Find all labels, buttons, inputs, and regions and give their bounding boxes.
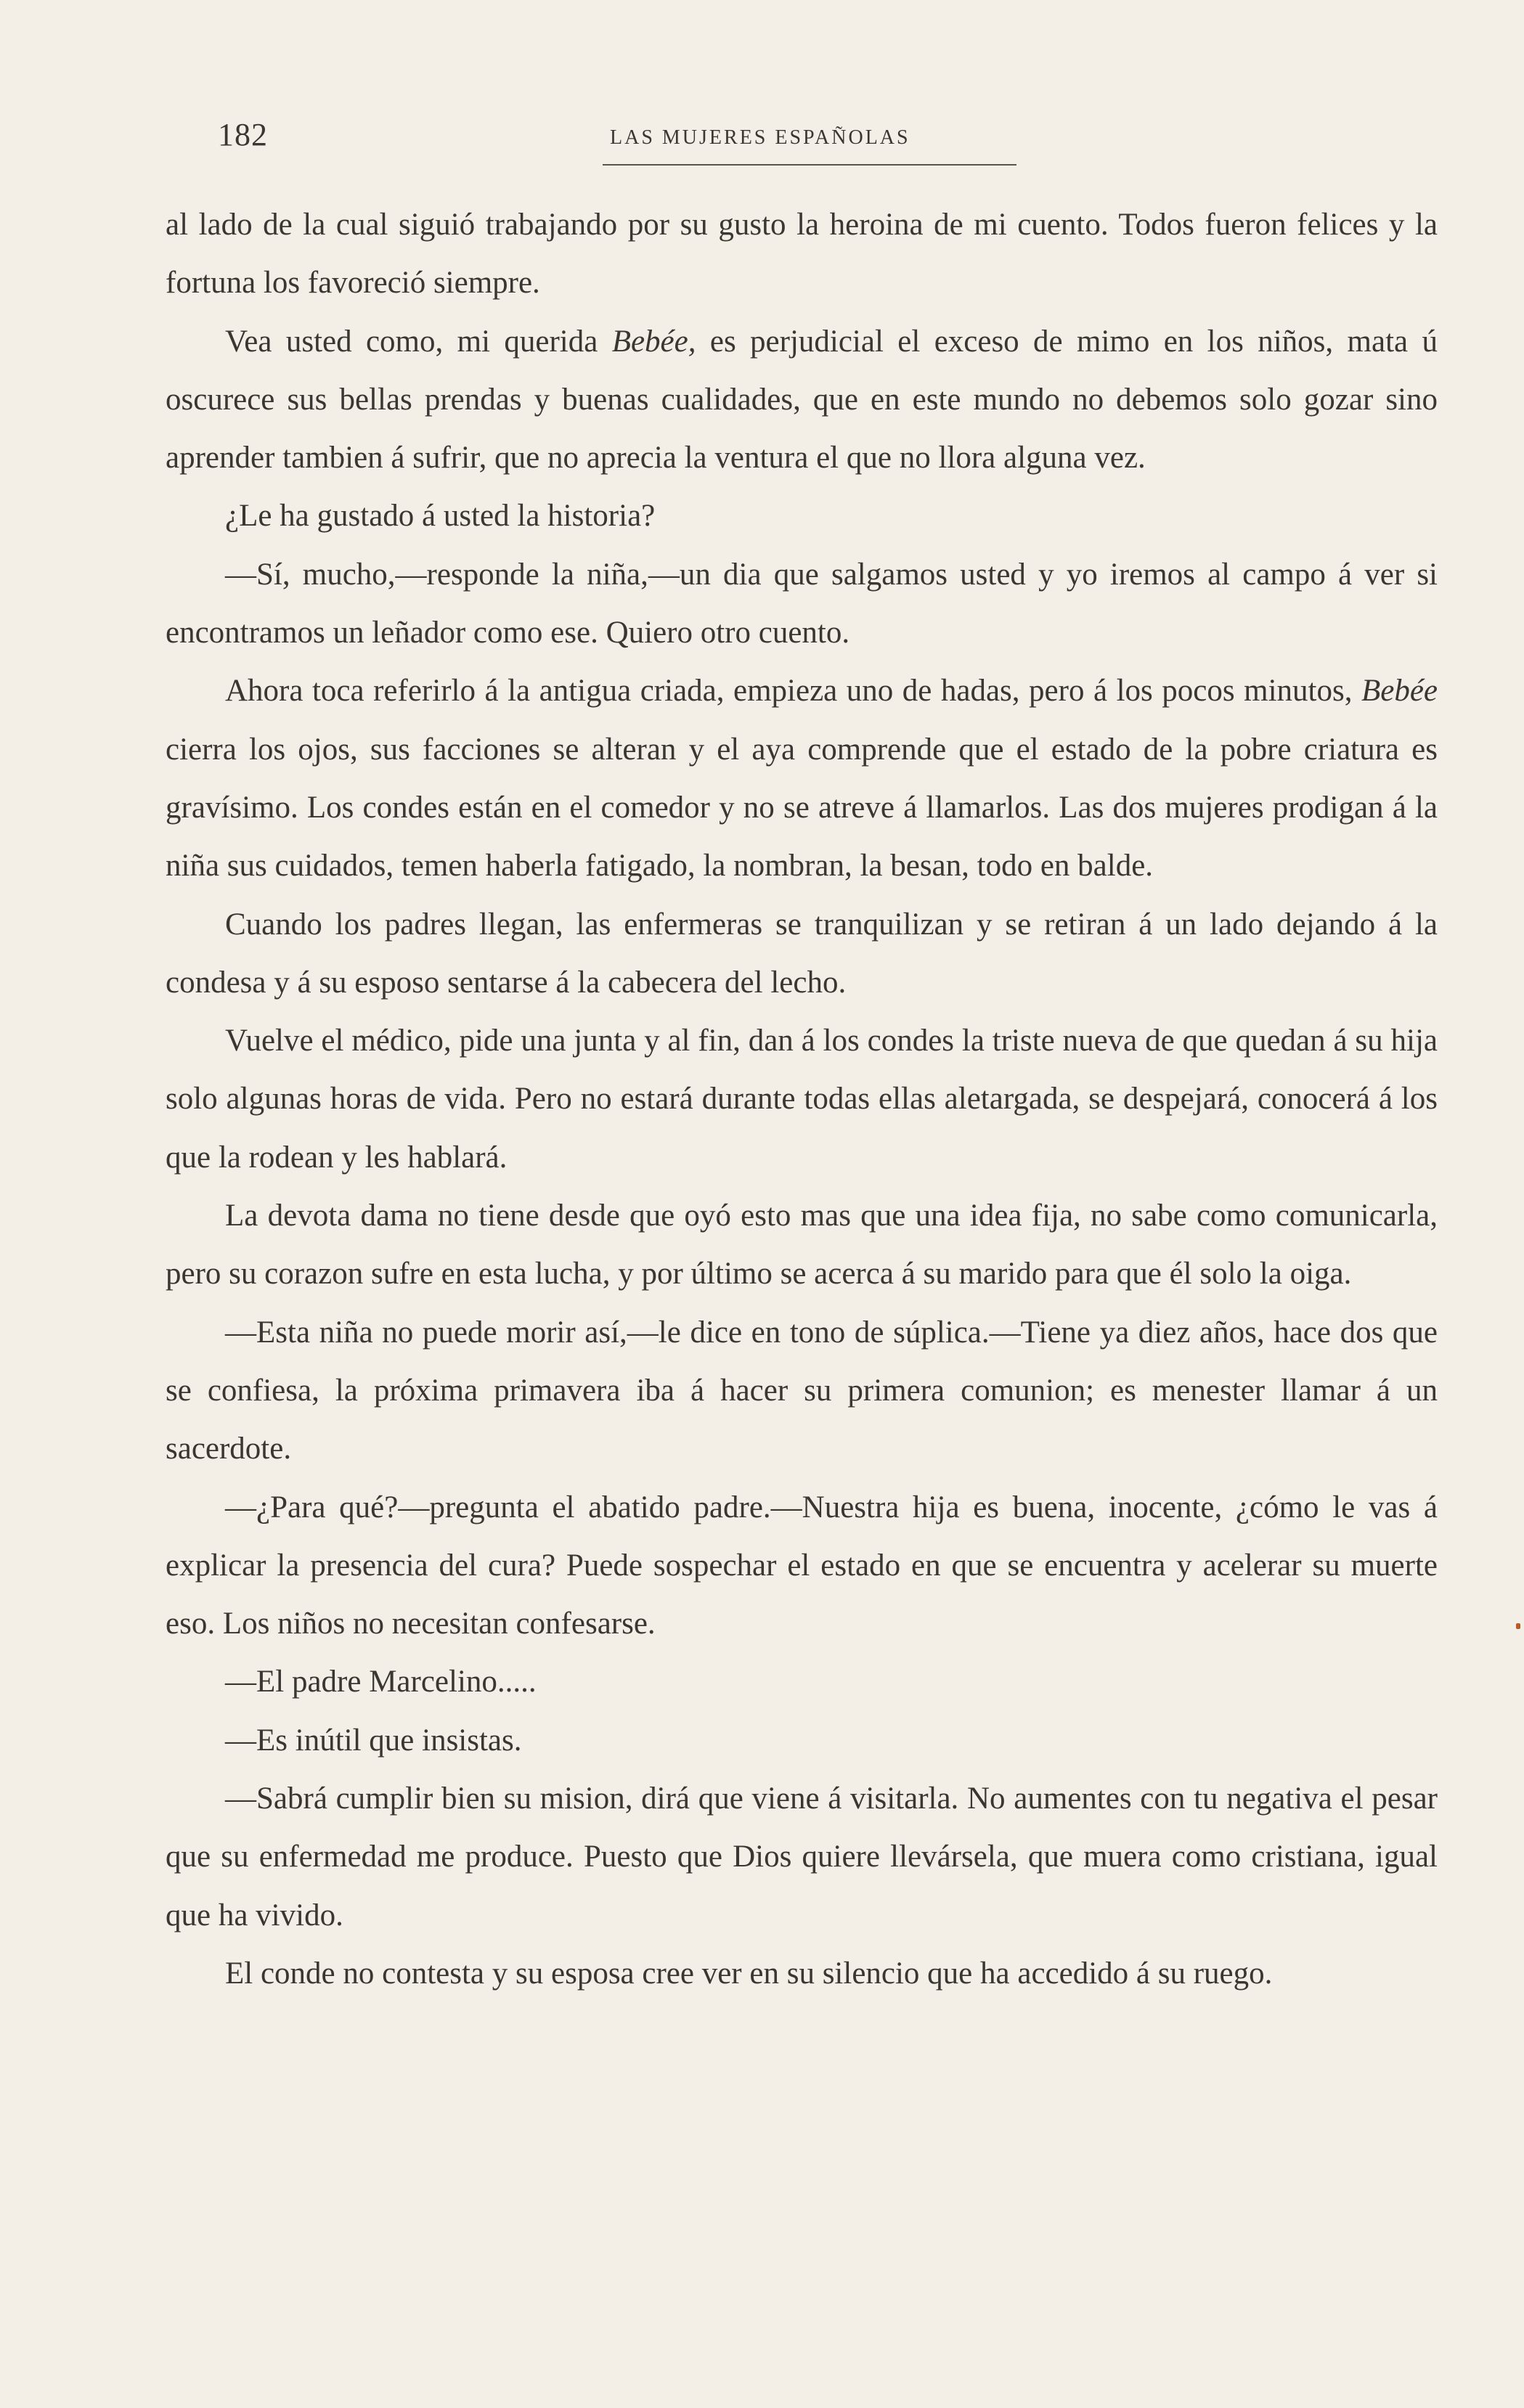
paragraph: [166, 662, 1438, 895]
paragraph: [166, 196, 1438, 313]
paragraph-text: —Sí, mucho,—responde la niña,—un dia que salgamos usted y yo iremos al campo á ver si encontramos un leñador como ese. Quiero otro cuento.: [166, 557, 1438, 650]
header-rule: [603, 164, 1016, 166]
paragraph-text: —Es inútil que insistas.: [225, 1723, 522, 1758]
paragraph: [166, 1479, 1438, 1654]
body-text: [166, 196, 1438, 2003]
paragraph-text: —El padre Marcelino.....: [225, 1665, 537, 1699]
paragraph: [166, 313, 1438, 488]
paragraph-text: —Sabrá cumplir bien su mision, dirá que viene á visitarla. No aumentes con tu negativa el pesar que su enfermedad me produce. Puesto que Dios quiere llevársela, que muera como cristiana, igual que ha vivido.: [166, 1781, 1438, 1932]
emphasized-name: Bebée,: [611, 324, 696, 359]
page-number: 182: [218, 117, 268, 152]
paragraph-text: Vuelve el médico, pide una junta y al fin, dan á los condes la triste nueva de que quedan á su hija solo algunas horas de vida. Pero no estará durante todas ellas aletargada, se despejará, conocerá á los que la rodean y les hablará.: [166, 1024, 1438, 1175]
paragraph-text: La devota dama no tiene desde que oyó esto mas que una idea fija, no sabe como comunicarla, pero su corazon sufre en esta lucha, y por último se acerca á su marido para que él solo la oiga.: [166, 1199, 1438, 1291]
paragraph-text: —Esta niña no puede morir así,—le dice en tono de súplica.—Tiene ya diez años, hace dos que se confiesa, la próxima primavera iba á hacer su primera comunion; es menester llamar á un sacerdote.: [166, 1315, 1438, 1466]
paragraph: [166, 1712, 1438, 1770]
paragraph-text: Ahora toca referirlo á la antigua criada, empieza uno de hadas, pero á los pocos minutos,: [225, 674, 1361, 709]
paragraph: [166, 896, 1438, 1013]
paragraph-text: ¿Le ha gustado á usted la historia?: [225, 499, 656, 534]
paragraph-text: es perjudicial el exceso de mimo en los niños, mata ú oscurece sus bellas prendas y buenas cualidades, que en este mundo no debemos solo gozar sino aprender tambien á sufrir, que no aprecia la ventura el que no llora alguna vez.: [166, 324, 1438, 476]
paragraph: [166, 1770, 1438, 1945]
paragraph: [166, 1012, 1438, 1187]
paragraph-text: —¿Para qué?—pregunta el abatido padre.—Nuestra hija es buena, inocente, ¿cómo le vas á explicar la presencia del cura? Puede sospechar el estado en que se encuentra y acelerar su muerte eso. Los niños no necesitan confesarse.: [166, 1490, 1438, 1641]
page-header: [218, 116, 1438, 160]
paragraph: [166, 1945, 1438, 2003]
running-head: LAS MUJERES ESPAÑOLAS: [610, 126, 910, 149]
paragraph: [166, 1653, 1438, 1711]
paragraph-text: El conde no contesta y su esposa cree ver en su silencio que ha accedido á su ruego.: [225, 1956, 1273, 1991]
paragraph: [166, 487, 1438, 545]
paragraph: [166, 1187, 1438, 1304]
paragraph-text: al lado de la cual siguió trabajando por su gusto la heroina de mi cuento. Todos fueron felices y la fortuna los favoreció siempre.: [166, 208, 1438, 301]
paragraph: [166, 546, 1438, 663]
paragraph-text: Vea usted como, mi querida: [225, 324, 612, 359]
paragraph-text: cierra los ojos, sus facciones se alteran y el aya comprende que el estado de la pobre criatura es gravísimo. Los condes están en el comedor y no se atreve á llamarlos. Las dos mujeres prodigan á la niña sus cuidados, temen haberla fatigado, la nombran, la besan, todo en balde.: [166, 732, 1438, 883]
paragraph: [166, 1304, 1438, 1479]
emphasized-name: Bebée: [1361, 674, 1438, 709]
paragraph-text: Cuando los padres llegan, las enfermeras se tranquilizan y se retiran á un lado dejando á la condesa y á su esposo sentarse á la cabecera del lecho.: [166, 907, 1438, 1000]
ink-speck: [1516, 1623, 1520, 1629]
